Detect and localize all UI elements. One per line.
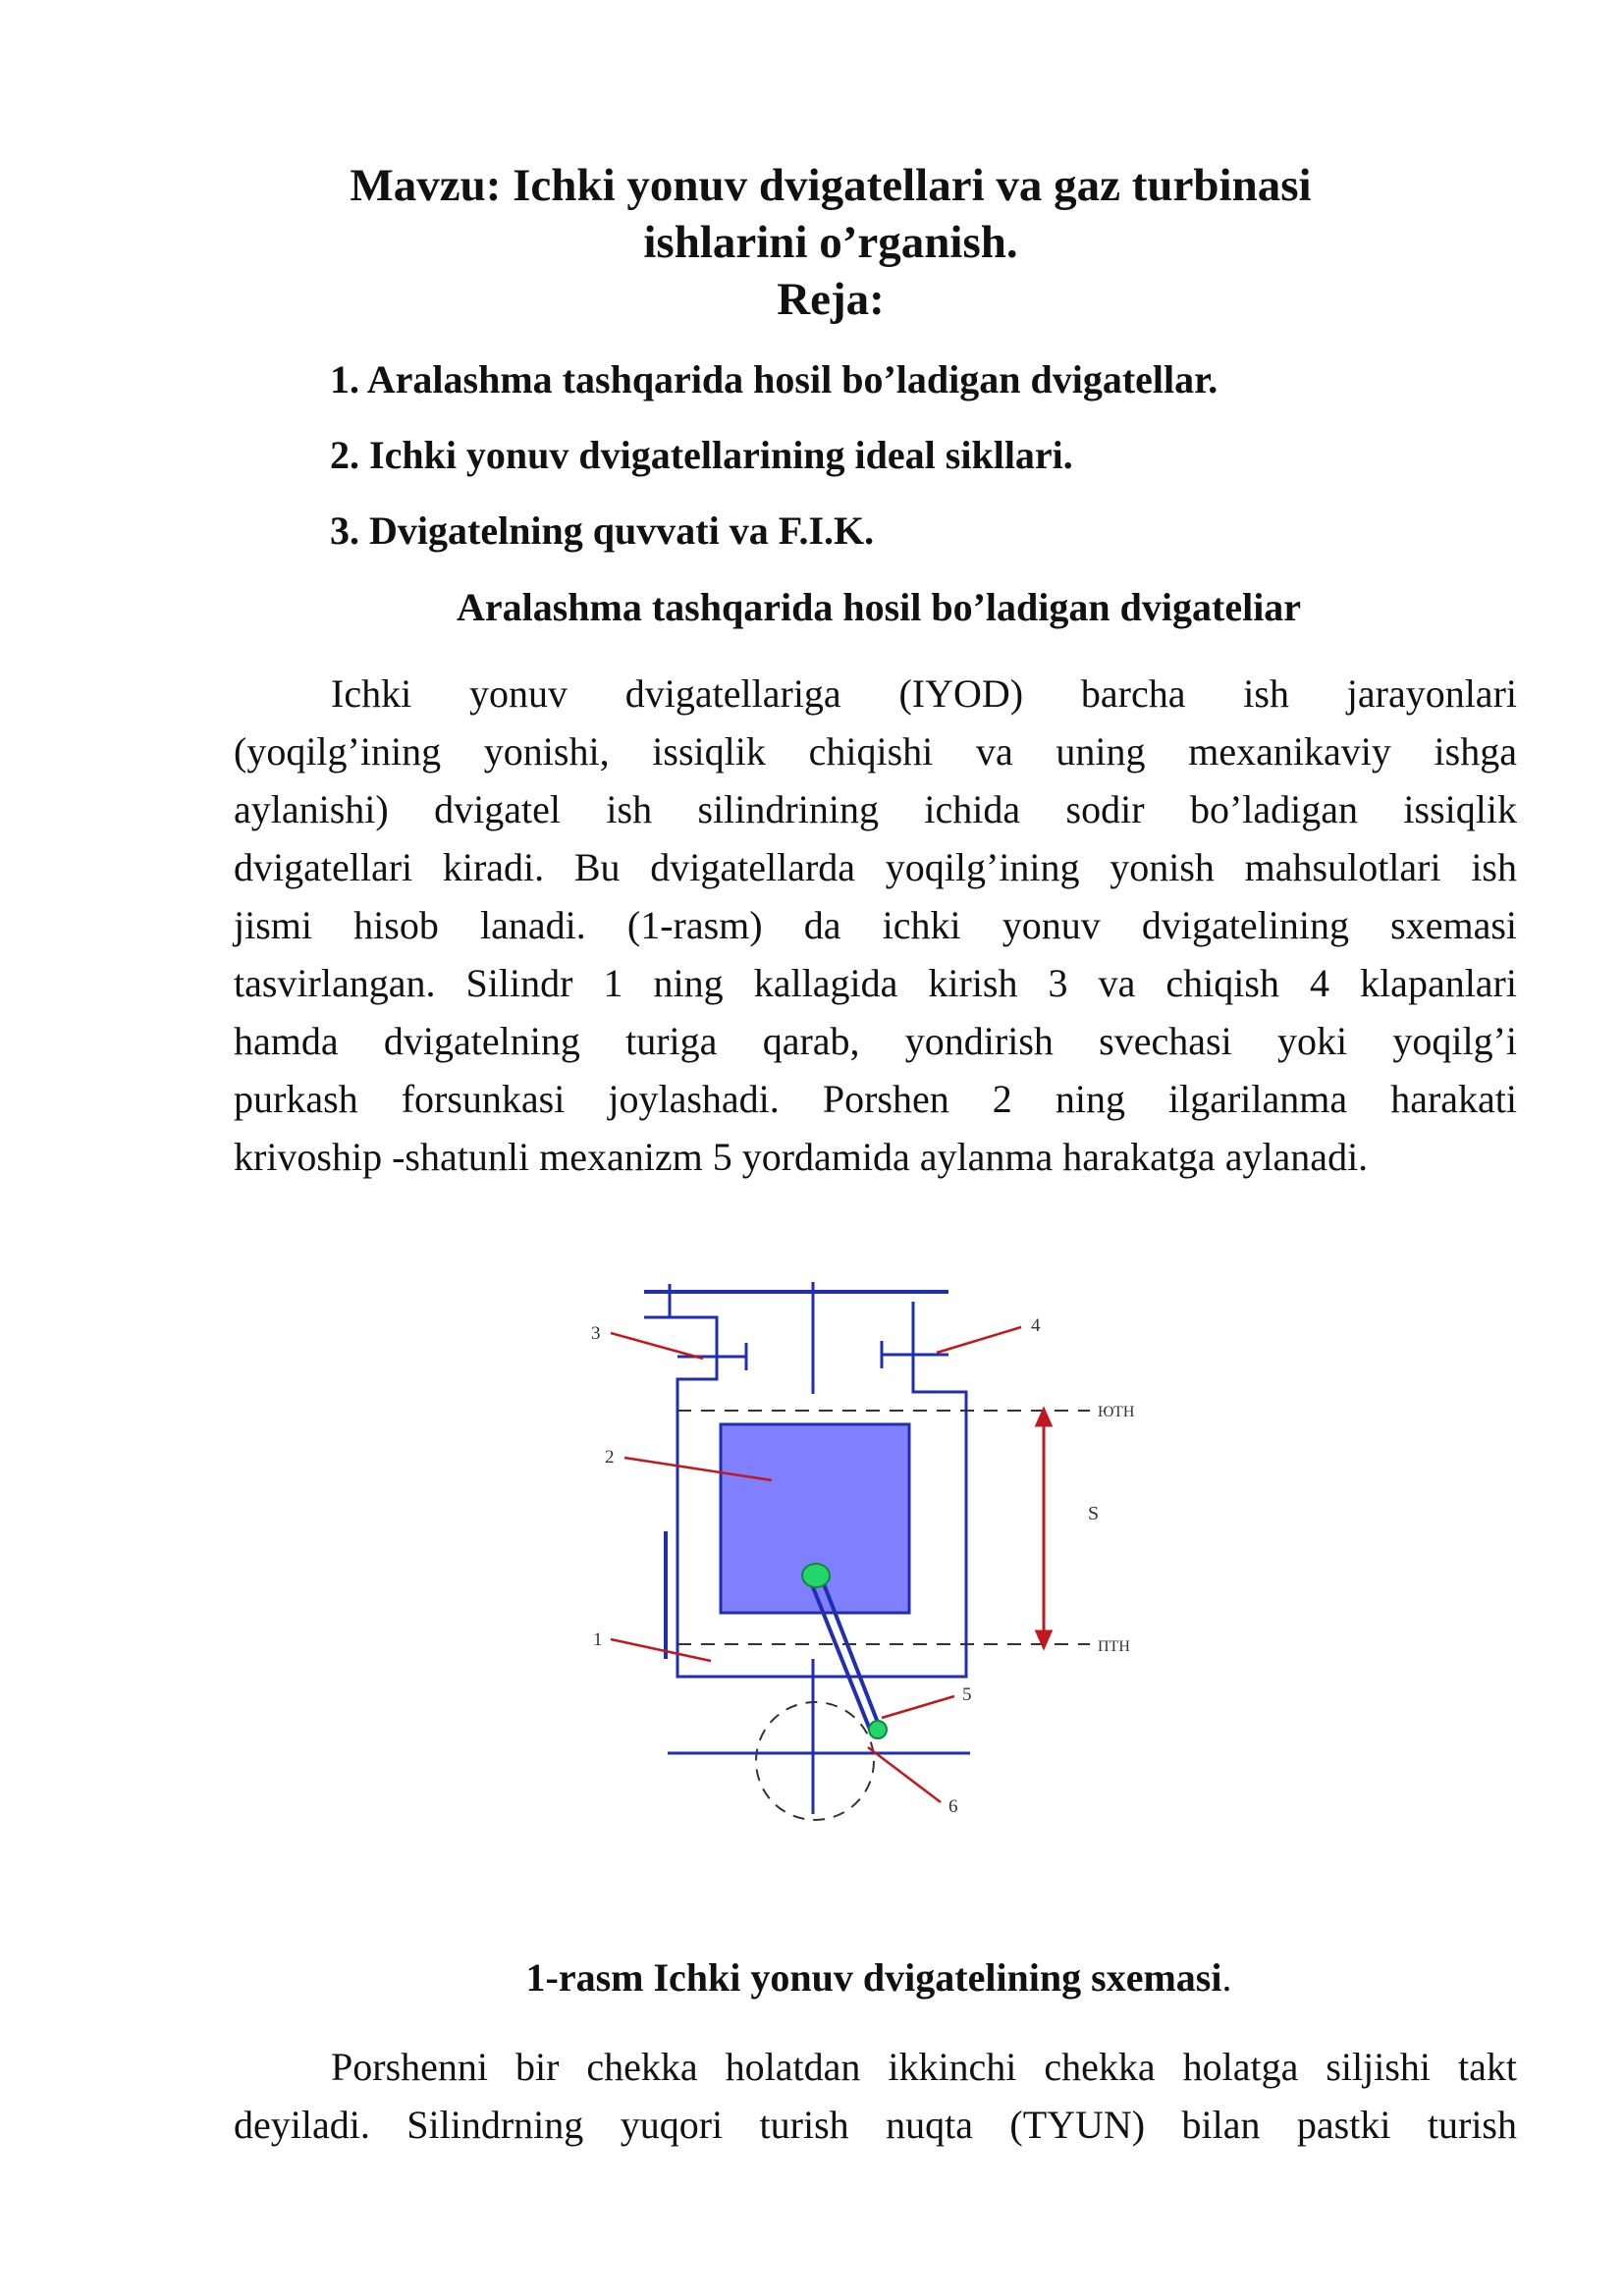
leader-6 <box>868 1747 941 1802</box>
label-2: 2 <box>605 1447 615 1468</box>
plan-item-1: 1. Aralashma tashqarida hosil bo’ladigan dvigatellar. <box>330 357 1218 401</box>
paragraph-1-line-9: krivoship -shatunli mexanizm 5 yordamida aylanma harakatga aylanadi. <box>234 1135 1369 1179</box>
figure-caption <box>0 1953 1624 2002</box>
document-title-line-1: Mavzu: Ichki yonuv dvigatellari va gaz turbinasi <box>350 160 1312 211</box>
paragraph-1-line-8: purkash forsunkasi joylashadi. Porshen 2 ning ilgarilanma harakati <box>234 1077 1517 1121</box>
label-4: 4 <box>1031 1315 1041 1336</box>
leader-4 <box>937 1327 1021 1353</box>
paragraph-1-line-5: jismi hisob lanadi. (1-rasm) da ichki yonuv dvigatelining sxemasi <box>234 903 1517 947</box>
leader-5 <box>882 1696 954 1718</box>
document-title-line-2: ishlarini o’rganish. <box>643 217 1018 268</box>
paragraph-2-line-1: Porshenni bir chekka holatdan ikkinchi chekka holatga siljishi takt <box>331 2045 1517 2089</box>
paragraph-1-line-7: hamda dvigatelning turiga qarab, yondirish svechasi yoki yoqilg’i <box>234 1019 1517 1063</box>
leader-3 <box>611 1333 703 1359</box>
paragraph-2-line-2: deyiladi. Silindrning yuqori turish nuqta (TYUN) bilan pastki turish <box>234 2103 1517 2147</box>
paragraph-1-line-6: tasvirlangan. Silindr 1 ning kallagida kirish 3 va chiqish 4 klapanlari <box>234 961 1517 1005</box>
paragraph-1-line-3: aylanishi) dvigatel ish silindrining ichida sodir bo’ladigan issiqlik <box>234 787 1517 831</box>
label-top-dead-center: ЮТН <box>1098 1404 1135 1420</box>
exhaust-valve-4 <box>882 1302 948 1368</box>
label-5: 5 <box>962 1684 972 1705</box>
piston-pin <box>802 1564 830 1587</box>
section-heading: Aralashma tashqarida hosil bo’ladigan dvigateliar <box>456 585 1302 629</box>
label-1: 1 <box>593 1629 603 1650</box>
plan-item-3: 3. Dvigatelning quvvati va F.I.K. <box>330 508 875 553</box>
label-3: 3 <box>591 1323 601 1344</box>
crank-pin <box>869 1721 887 1738</box>
label-bottom-dead-center: ПТН <box>1098 1638 1130 1655</box>
intake-valve-3 <box>644 1317 746 1370</box>
figure-caption-tail: . <box>1221 1955 1232 2000</box>
leader-1 <box>611 1639 711 1661</box>
label-stroke: S <box>1088 1503 1100 1524</box>
paragraph-1-line-1: Ichki yonuv dvigatellariga (IYOD) barcha ish jarayonlari <box>331 671 1517 716</box>
label-6: 6 <box>948 1796 958 1817</box>
paragraph-1-line-4: dvigatellari kiradi. Bu dvigatellarda yoqilg’ining yonish mahsulotlari ish <box>234 845 1517 889</box>
plan-label: Reja: <box>777 274 885 325</box>
figure-caption-title: 1-rasm Ichki yonuv dvigatelining sxemasi <box>525 1955 1222 2000</box>
paragraph-1-line-2: (yoqilg’ining yonishi, issiqlik chiqishi va uning mexanikaviy ishga <box>234 729 1517 774</box>
crank-circle-6 <box>756 1702 874 1820</box>
plan-item-2: 2. Ichki yonuv dvigatellarining ideal sikllari. <box>330 433 1073 477</box>
